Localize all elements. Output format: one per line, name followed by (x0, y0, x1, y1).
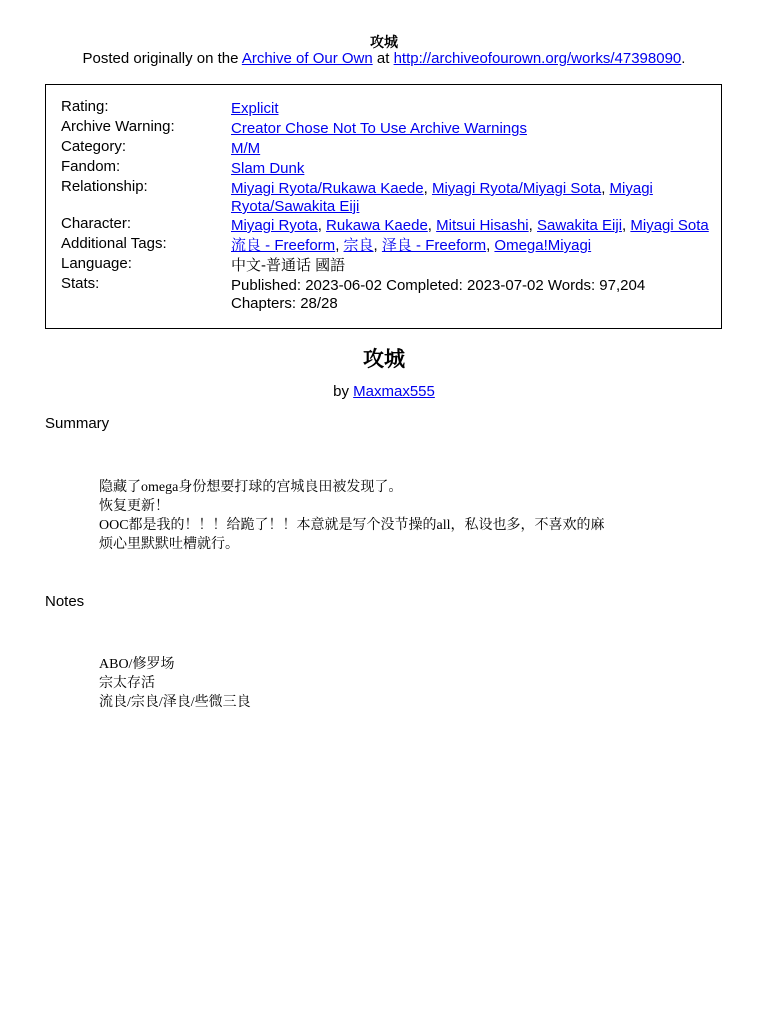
stats-value (231, 277, 726, 313)
category-link[interactable]: M/M (231, 140, 261, 157)
byline (0, 383, 768, 400)
at-word: at (376, 50, 390, 67)
notes-line: 宗太存活 (99, 676, 155, 691)
relationship-link[interactable]: Miyagi Ryota/Miyagi Sota (431, 180, 602, 197)
rating-label: Rating: (61, 98, 109, 115)
tag-link[interactable]: 宗良 (343, 237, 374, 254)
character-link[interactable]: Sawakita Eiji (537, 217, 623, 234)
tag-link[interactable]: Omega!Miyagi (494, 237, 592, 254)
posted-line (0, 50, 768, 67)
notes-text (99, 655, 669, 712)
work-title: 攻城 (363, 348, 405, 371)
relationship-link[interactable]: Miyagi Ryota/Sawakita Eiji (231, 180, 653, 215)
category-label: Category: (61, 138, 127, 155)
work-url-link[interactable]: http://archiveofourown.org/works/47398090 (393, 50, 682, 67)
tag-link[interactable]: 泽良 - Freeform (381, 237, 487, 254)
by-word: by (333, 383, 349, 400)
summary-heading: Summary (45, 415, 110, 432)
language-value: 中文-普通话 國語 (231, 257, 346, 274)
tag-link[interactable]: 流良 - Freeform (231, 237, 336, 254)
relationship-link[interactable]: Miyagi Ryota/Rukawa Kaede (231, 180, 424, 197)
summary-line: 恢复更新！ (99, 499, 169, 514)
notes-heading: Notes (45, 593, 85, 610)
summary-line: 烦心里默默吐槽就行。 (99, 537, 239, 552)
document-title: 攻城 (370, 34, 398, 50)
summary-line: 隐藏了omega身份想要打球的宫城良田被发现了。 (99, 480, 403, 495)
summary-line: OOC都是我的！！！给跪了！！本意就是写个没节操的all，私设也多，不喜欢的麻 (99, 518, 605, 533)
archive-link[interactable]: Archive of Our Own (241, 50, 373, 67)
tags-label: Additional Tags: (61, 235, 167, 252)
character-link[interactable]: Mitsui Hisashi (436, 217, 529, 234)
stats-line: Published: 2023-06-02 Completed: 2023-07-02 Words: 97,204 (231, 277, 646, 294)
posted-prefix: Posted originally on the (82, 50, 239, 67)
relationship-label: Relationship: (61, 178, 148, 195)
metadata-box: Rating: Explicit Archive Warning: Creator Chose Not To Use Archive Warnings Category: M/M Fandom: Slam Dunk Relationship: Miyagi Ryota/Rukawa Kaede, Miyagi Ryota/Miyagi Sota, Miyagi Ryota/Sawakita Eiji Character: Miyagi Ryota, Rukawa Kaede, Mitsui Hisashi, Sawakita Eiji, Miyagi Sota Additional Tags: 流良 - Freeform, 宗良, 泽良 - Freeform, Omega!Miyagi Language: 中文-普通话 國語 Stats: Published: 2023-06-02 Completed: 2023-07-02 Words: 97,204 Chapters: 28/28 (45, 84, 722, 329)
character-link[interactable]: Miyagi Ryota (231, 217, 318, 234)
notes-line: ABO/修罗场 (99, 657, 175, 672)
notes-line: 流良/宗良/泽良/些微三良 (99, 695, 251, 710)
author-link[interactable]: Maxmax555 (353, 383, 435, 400)
warning-label: Archive Warning: (61, 118, 175, 135)
stats-label: Stats: (61, 275, 100, 292)
fandom-label: Fandom: (61, 158, 121, 175)
language-label: Language: (61, 255, 132, 272)
warning-link[interactable]: Creator Chose Not To Use Archive Warnings (231, 120, 527, 137)
character-link[interactable]: Miyagi Sota (630, 217, 709, 234)
character-link[interactable]: Rukawa Kaede (326, 217, 428, 234)
summary-text (99, 478, 669, 554)
rating-link[interactable]: Explicit (231, 100, 279, 117)
posted-period: . (681, 50, 686, 67)
character-label: Character: (61, 215, 132, 232)
stats-line: Chapters: 28/28 (231, 295, 338, 312)
fandom-link[interactable]: Slam Dunk (231, 160, 305, 177)
